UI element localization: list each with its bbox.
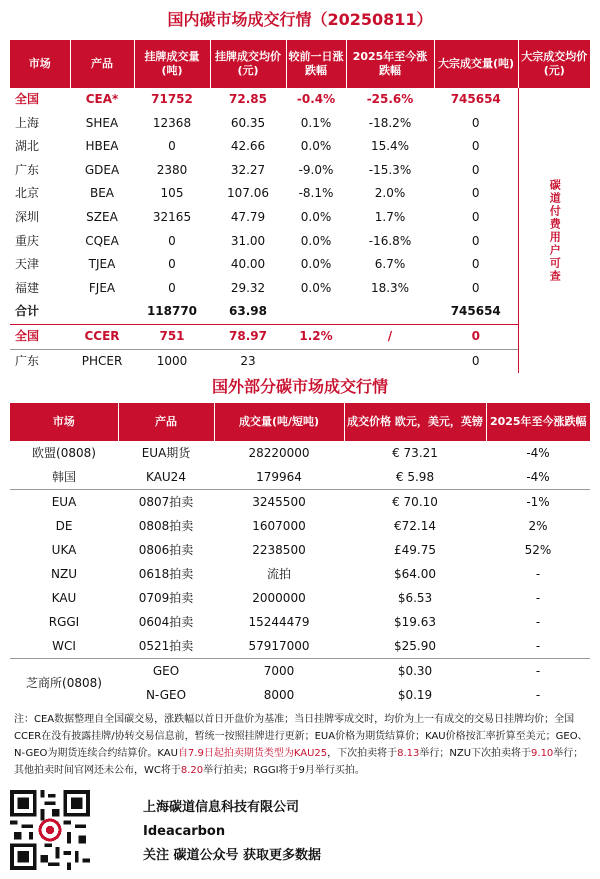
market-cell: 芝商所(0808) xyxy=(10,659,118,708)
market-cell: 北京 xyxy=(15,186,40,201)
price-cell: $6.53 xyxy=(397,591,433,605)
product-cell xyxy=(70,300,134,324)
foreign-row xyxy=(10,538,590,562)
bulk-volume-cell: 0 xyxy=(471,162,480,177)
ytd-change-cell: - xyxy=(535,639,541,653)
daily-change-cell: 0.0% xyxy=(300,280,332,295)
ytd-change-cell: - xyxy=(535,591,541,605)
price-cell: € 5.98 xyxy=(395,470,435,484)
foreign-table xyxy=(10,403,590,707)
price-cell: $19.63 xyxy=(394,615,436,629)
note-text-3: 举行；NZU下次拍卖将于 xyxy=(419,748,532,759)
listed-price-cell: 23 xyxy=(210,349,286,373)
foreign-row xyxy=(10,441,590,465)
market-cell: 全国 xyxy=(15,92,40,106)
product-cell: KAU24 xyxy=(146,470,186,484)
product-cell: 0709拍卖 xyxy=(138,591,194,605)
foreign-header-row xyxy=(10,403,590,441)
note-text-2: ，下次拍卖将于 xyxy=(327,748,398,759)
listed-price-cell: 60.35 xyxy=(230,115,266,130)
ytd-change-cell: 15.4% xyxy=(370,139,410,154)
domestic-table xyxy=(10,40,590,373)
header-market: 市场 xyxy=(10,40,70,88)
header-bulk-volume: 大宗成交量(吨) xyxy=(434,40,518,88)
daily-change-cell: 0.0% xyxy=(300,233,332,248)
market-cell: 广东 xyxy=(15,162,40,177)
ytd-change-cell: - xyxy=(486,659,590,684)
market-cell: UKA xyxy=(51,543,77,557)
listed-price-cell: 40.00 xyxy=(230,257,266,272)
domestic-header-row xyxy=(10,40,590,88)
volume-cell: 流拍 xyxy=(266,567,291,581)
ytd-change-cell: -15.3% xyxy=(368,162,412,177)
follow-slogan: 关注 碳道公众号 获取更多数据 xyxy=(143,848,322,863)
listed-price-cell: 31.00 xyxy=(230,233,266,248)
listed-price-cell: 107.06 xyxy=(227,186,269,201)
foreign-row xyxy=(10,465,590,490)
market-cell: 福建 xyxy=(15,280,40,295)
note-highlight-4: 8.20 xyxy=(180,765,204,776)
note-highlight-3: 9.10 xyxy=(531,748,554,759)
market-cell: 上海 xyxy=(15,115,40,130)
market-cell: 韩国 xyxy=(51,470,76,484)
ytd-change-cell: 18.3% xyxy=(370,280,410,295)
domestic-row xyxy=(10,159,590,183)
volume-cell: 2238500 xyxy=(252,543,306,557)
price-cell: € 73.21 xyxy=(392,446,438,460)
daily-change-cell: 0.0% xyxy=(300,257,332,272)
domestic-row xyxy=(10,135,590,159)
ytd-change-cell xyxy=(346,349,434,373)
domestic-row xyxy=(10,230,590,254)
ytd-change-cell: -1% xyxy=(486,490,590,515)
bulk-volume-cell: 0 xyxy=(471,209,480,224)
bulk-volume-cell: 745654 xyxy=(450,92,501,106)
volume-cell: 1607000 xyxy=(252,519,306,533)
price-cell: $64.00 xyxy=(394,567,436,581)
bulk-volume-cell: 0 xyxy=(434,324,518,349)
foreign-title: 国外部分碳市场成交行情 xyxy=(211,377,388,396)
ytd-change-cell: 2% xyxy=(528,519,548,533)
domestic-row xyxy=(10,88,590,112)
header-product: 产品 xyxy=(70,40,134,88)
listed-price-cell: 42.66 xyxy=(230,139,266,154)
domestic-title: 国内碳市场成交行情（20250811） xyxy=(167,10,433,29)
paid-user-note: 碳道付费用户可查 xyxy=(548,178,562,283)
product-cell: GDEA xyxy=(84,162,120,177)
volume-cell: 57917000 xyxy=(248,639,310,653)
market-cell: 欧盟(0808) xyxy=(32,446,96,460)
ytd-change-cell xyxy=(346,300,434,324)
brand-name: Ideacarbon xyxy=(143,824,226,839)
domestic-row xyxy=(10,253,590,277)
daily-change-cell: 0.0% xyxy=(300,209,332,224)
domestic-row xyxy=(10,182,590,206)
daily-change-cell xyxy=(286,300,346,324)
footnote xyxy=(14,711,588,779)
daily-change-cell xyxy=(286,349,346,373)
listed-volume-cell: 0 xyxy=(168,280,176,295)
market-cell: DE xyxy=(55,519,73,533)
fheader-volume: 成交量(吨/短吨) xyxy=(214,403,344,441)
ytd-change-cell: -18.2% xyxy=(368,115,412,130)
ytd-change-cell: -4% xyxy=(526,470,550,484)
bulk-volume-cell: 0 xyxy=(471,139,480,154)
product-cell: CEA* xyxy=(85,92,119,106)
product-cell: SZEA xyxy=(86,209,118,224)
company-name: 上海碳道信息科技有限公司 xyxy=(143,800,300,815)
product-cell: PHCER xyxy=(70,349,134,373)
header-listed-price: 挂牌成交均价(元) xyxy=(210,40,286,88)
product-cell: FJEA xyxy=(88,280,116,295)
product-cell: HBEA xyxy=(85,139,119,154)
market-cell: WCI xyxy=(52,639,76,653)
listed-volume-cell: 71752 xyxy=(151,92,193,106)
market-cell: 重庆 xyxy=(15,233,40,248)
ytd-change-cell: - xyxy=(535,567,541,581)
volume-cell: 179964 xyxy=(256,470,302,484)
ytd-change-cell: / xyxy=(346,324,434,349)
note-text-5: 举行拍卖；RGGI将于9月举行买拍。 xyxy=(203,765,365,776)
listed-volume-cell: 105 xyxy=(160,186,184,201)
fheader-ytd: 2025年至今涨跌幅 xyxy=(486,403,590,441)
ytd-change-cell: 52% xyxy=(524,543,552,557)
ytd-change-cell: -25.6% xyxy=(366,92,414,106)
market-cell: 合计 xyxy=(15,304,40,319)
market-cell: 广东 xyxy=(10,349,70,373)
ytd-change-cell: 2.0% xyxy=(374,186,406,201)
listed-volume-cell: 751 xyxy=(134,324,210,349)
market-cell: NZU xyxy=(51,567,77,581)
company-info xyxy=(143,796,321,868)
listed-price-cell: 32.27 xyxy=(230,162,266,177)
listed-volume-cell: 118770 xyxy=(146,304,198,319)
price-cell: $25.90 xyxy=(394,639,436,653)
note-highlight-2: 8.13 xyxy=(397,748,420,759)
domestic-row xyxy=(10,277,590,301)
listed-volume-cell: 0 xyxy=(168,233,176,248)
volume-cell: 7000 xyxy=(214,659,344,684)
market-cell: 天津 xyxy=(15,257,40,272)
market-cell: RGGI xyxy=(48,615,80,629)
listed-price-cell: 63.98 xyxy=(229,304,267,319)
market-cell: 深圳 xyxy=(15,209,40,224)
bulk-volume-cell: 745654 xyxy=(450,304,501,319)
ytd-change-cell: -16.8% xyxy=(368,233,412,248)
product-cell: 0618拍卖 xyxy=(138,567,194,581)
product-cell: 0806拍卖 xyxy=(138,543,194,557)
bulk-volume-cell: 0 xyxy=(471,280,480,295)
foreign-row xyxy=(10,610,590,634)
product-cell: 0807拍卖 xyxy=(118,490,214,515)
bulk-volume-cell: 0 xyxy=(471,115,480,130)
note-highlight-1: 自7.9日起拍卖期货类型为KAU25 xyxy=(177,748,328,759)
product-cell: 0604拍卖 xyxy=(138,615,194,629)
price-cell: € 70.10 xyxy=(344,490,486,515)
domestic-row xyxy=(10,300,590,324)
listed-volume-cell: 0 xyxy=(168,139,176,154)
listed-volume-cell: 32165 xyxy=(152,209,192,224)
header-daily-change: 较前一日涨跌幅 xyxy=(286,40,346,88)
foreign-row xyxy=(10,562,590,586)
foreign-row xyxy=(10,514,590,538)
market-cell: KAU xyxy=(51,591,77,605)
listed-price-cell: 78.97 xyxy=(210,324,286,349)
ytd-change-cell: 1.7% xyxy=(374,209,406,224)
qr-code-icon xyxy=(10,790,90,870)
domestic-row xyxy=(10,324,590,349)
market-cell: 湖北 xyxy=(15,139,40,154)
listed-volume-cell: 12368 xyxy=(152,115,192,130)
bulk-volume-cell: 0 xyxy=(471,186,480,201)
daily-change-cell: 1.2% xyxy=(286,324,346,349)
volume-cell: 3245500 xyxy=(214,490,344,515)
volume-cell: 2000000 xyxy=(252,591,306,605)
fheader-product: 产品 xyxy=(118,403,214,441)
price-cell: £49.75 xyxy=(394,543,436,557)
daily-change-cell: 0.1% xyxy=(300,115,332,130)
listed-volume-cell: 1000 xyxy=(134,349,210,373)
price-cell: $0.19 xyxy=(397,688,433,702)
price-cell: €72.14 xyxy=(394,519,436,533)
product-cell: 0808拍卖 xyxy=(138,519,194,533)
price-cell: $0.30 xyxy=(344,659,486,684)
market-cell: EUA xyxy=(10,490,118,515)
daily-change-cell: -8.1% xyxy=(298,186,334,201)
foreign-row xyxy=(10,634,590,659)
product-cell: TJEA xyxy=(88,257,116,272)
ytd-change-cell: 6.7% xyxy=(374,257,406,272)
volume-cell: 15244479 xyxy=(248,615,310,629)
bulk-volume-cell: 0 xyxy=(471,257,480,272)
bulk-volume-cell: 0 xyxy=(434,349,518,373)
product-cell: N-GEO xyxy=(145,688,187,702)
bulk-volume-cell: 0 xyxy=(471,233,480,248)
product-cell: 0521拍卖 xyxy=(138,639,194,653)
listed-price-cell: 47.79 xyxy=(230,209,266,224)
listed-volume-cell: 2380 xyxy=(156,162,188,177)
foreign-row xyxy=(10,490,590,515)
listed-price-cell: 72.85 xyxy=(229,92,267,106)
ytd-change-cell: -4% xyxy=(526,446,550,460)
product-cell: CQEA xyxy=(85,233,119,248)
product-cell: BEA xyxy=(89,186,115,201)
note-text-4: 举行；其他拍卖时间官网还未公布，WC将于 xyxy=(14,748,584,776)
daily-change-cell: 0.0% xyxy=(300,139,332,154)
listed-volume-cell: 0 xyxy=(168,257,176,272)
volume-cell: 8000 xyxy=(263,688,295,702)
fheader-market: 市场 xyxy=(10,403,118,441)
product-cell: CCER xyxy=(70,324,134,349)
listed-price-cell: 29.32 xyxy=(230,280,266,295)
domestic-row xyxy=(10,206,590,230)
ytd-change-cell: - xyxy=(535,688,541,702)
domestic-row xyxy=(10,349,590,373)
market-cell: 全国 xyxy=(10,324,70,349)
note-text-1: 注：CEA数据整理自全国碳交易，涨跌幅以首日开盘价为基准；当日挂牌零成交时，均价为上一有成交的交易日挂牌均价；全国CCER在没有披露挂牌/协转交易信息前，暂统一按照挂牌进行更新；EUA价格为期货结算价；KAU价格按汇率折算至美元；GEO、N-GEO为期货连续合约结算价。KAU xyxy=(14,714,588,759)
foreign-row xyxy=(10,659,590,684)
domestic-row xyxy=(10,112,590,136)
daily-change-cell: -9.0% xyxy=(298,162,334,177)
footer xyxy=(10,790,590,870)
product-cell: SHEA xyxy=(85,115,119,130)
product-cell: EUA期货 xyxy=(141,446,191,460)
header-ytd-change: 2025年至今涨跌幅 xyxy=(346,40,434,88)
bulk-price-note xyxy=(518,88,590,373)
fheader-price: 成交价格 欧元，美元，英镑 xyxy=(344,403,486,441)
volume-cell: 28220000 xyxy=(248,446,310,460)
foreign-row xyxy=(10,586,590,610)
header-bulk-price: 大宗成交均价(元) xyxy=(518,40,590,88)
daily-change-cell: -0.4% xyxy=(296,92,336,106)
header-listed-volume: 挂牌成交量(吨) xyxy=(134,40,210,88)
product-cell: GEO xyxy=(118,659,214,684)
ytd-change-cell: - xyxy=(535,615,541,629)
